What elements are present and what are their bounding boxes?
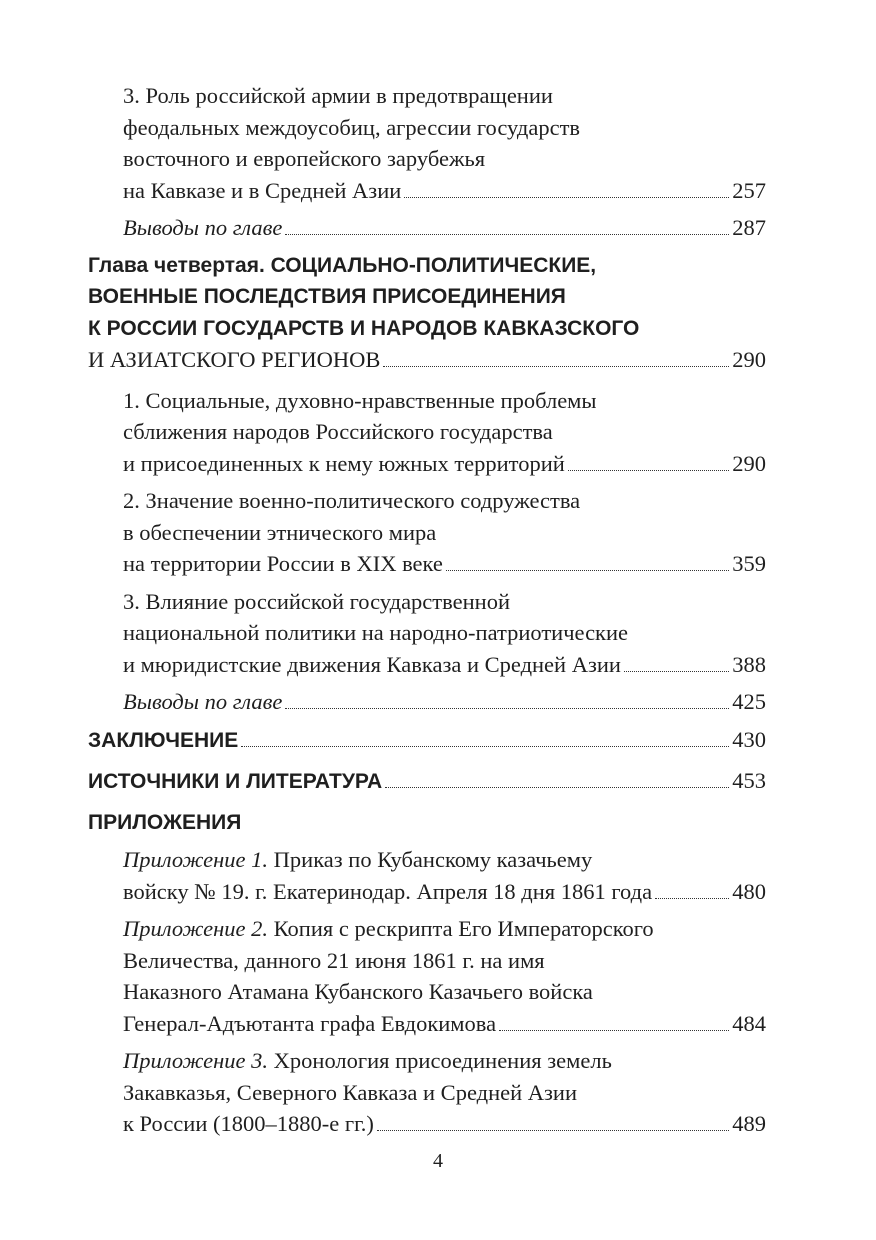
page-ref: 489 <box>732 1111 766 1136</box>
page-ref: 453 <box>732 768 766 793</box>
dot-leader <box>404 197 729 198</box>
toc-entry-line: феодальных междоусобиц, агрессии государств <box>123 114 581 140</box>
dot-leader <box>568 470 729 471</box>
dot-leader <box>285 234 729 235</box>
toc-entry-ch4-section1[interactable] <box>88 385 766 480</box>
toc-entry-line: Наказного Атамана Кубанского Казачьего войска <box>123 979 593 1004</box>
toc-entry-line: ЗАКЛЮЧЕНИЕ <box>88 728 239 752</box>
toc-entry-line: войску № 19. г. Екатеринодар. Апреля 18 дня 1861 года <box>123 878 653 904</box>
page-ref: 290 <box>732 347 766 372</box>
appendix-title: Приказ по Кубанскому казачьему <box>273 847 593 872</box>
dot-leader <box>499 1030 729 1031</box>
appendix-title: Копия с рескрипта Его Императорского <box>273 916 654 941</box>
toc-entry-line: и присоединенных к нему южных территорий <box>123 450 565 476</box>
toc-entry-ch4-conclusions[interactable] <box>88 686 766 718</box>
toc-entry-line: Закавказья, Северного Кавказа и Средней Азии <box>123 1079 577 1105</box>
toc-entry-ch3-section3[interactable] <box>88 80 766 206</box>
toc-entry-line: и мюридистские движения Кавказа и Средней Азии <box>123 651 621 677</box>
dot-leader <box>624 671 729 672</box>
page-ref: 388 <box>732 651 766 677</box>
toc-entry-line: ИСТОЧНИКИ И ЛИТЕРАТУРА <box>88 770 383 793</box>
toc-entry-conclusion[interactable] <box>88 724 766 757</box>
dot-leader <box>241 746 729 747</box>
toc-entry-line <box>123 913 766 945</box>
toc-entry-line: Глава четвертая. СОЦИАЛЬНО-ПОЛИТИЧЕСКИЕ, <box>88 253 597 277</box>
toc-entry-ch3-conclusions[interactable] <box>88 212 766 244</box>
toc-entry-line: ПРИЛОЖЕНИЯ <box>88 810 242 834</box>
page-ref: 425 <box>732 689 766 714</box>
toc-entry-appendices[interactable] <box>88 807 766 839</box>
page-number: 4 <box>433 1150 443 1172</box>
table-of-contents <box>88 80 766 1146</box>
dot-leader <box>285 708 729 709</box>
page-ref: 484 <box>732 1010 766 1036</box>
toc-entry-appendix1[interactable] <box>88 844 766 907</box>
page-ref: 430 <box>732 726 766 752</box>
toc-entry-line: к России (1800–1880-е гг.) <box>123 1111 374 1136</box>
toc-entry-line: сближения народов Российского государства <box>123 419 553 444</box>
dot-leader <box>377 1130 729 1131</box>
toc-entry-line: Выводы по главе <box>123 689 283 714</box>
page-ref: 287 <box>732 215 766 240</box>
toc-entry-ch4-section3[interactable] <box>88 586 766 681</box>
page-ref: 480 <box>732 878 766 904</box>
toc-entry-line: восточного и европейского зарубежья <box>123 146 486 171</box>
appendix-label: Приложение 2. <box>123 916 269 941</box>
appendix-title: Хронология присоединения земель <box>273 1048 612 1073</box>
toc-entry-line <box>123 1045 766 1077</box>
toc-entry-appendix3[interactable] <box>88 1045 766 1140</box>
toc-entry-line: Величества, данного 21 июня 1861 г. на имя <box>123 947 545 973</box>
toc-entry-line: И АЗИАТСКОГО РЕГИОНОВ <box>88 347 381 372</box>
toc-entry-ch4-section2[interactable] <box>88 485 766 580</box>
toc-entry-line: 2. Значение военно-политического содружества <box>123 488 581 513</box>
toc-entry-line: 3. Влияние российской государственной <box>123 588 510 614</box>
toc-entry-line: в обеспечении этнического мира <box>123 519 437 545</box>
toc-entry-line: на Кавказе и в Средней Азии <box>123 177 402 203</box>
dot-leader <box>385 787 729 788</box>
dot-leader <box>383 366 729 367</box>
toc-entry-line: ВОЕННЫЕ ПОСЛЕДСТВИЯ ПРИСОЕДИНЕНИЯ <box>88 285 566 308</box>
toc-entry-line <box>123 844 766 876</box>
appendix-label: Приложение 3. <box>123 1048 269 1073</box>
page-ref: 257 <box>732 177 766 203</box>
toc-entry-line: на территории России в XIX веке <box>123 551 443 576</box>
toc-entry-line: К РОССИИ ГОСУДАРСТВ И НАРОДОВ КАВКАЗСКОГО <box>88 316 640 340</box>
page-ref: 359 <box>732 551 766 576</box>
dot-leader <box>446 570 729 571</box>
toc-entry-chapter4[interactable] <box>88 250 766 376</box>
toc-entry-line: Генерал-Адъютанта графа Евдокимова <box>123 1010 497 1036</box>
toc-entry-line: национальной политики на народно-патриотические <box>123 620 629 645</box>
dot-leader <box>655 898 729 899</box>
toc-entry-line: 1. Социальные, духовно-нравственные проблемы <box>123 387 597 413</box>
toc-entry-appendix2[interactable] <box>88 913 766 1039</box>
page-ref: 290 <box>732 450 766 476</box>
appendix-label: Приложение 1. <box>123 847 269 872</box>
toc-entry-line: 3. Роль российской армии в предотвращении <box>123 83 553 108</box>
toc-entry-line: Выводы по главе <box>123 215 283 240</box>
toc-entry-sources[interactable] <box>88 765 766 798</box>
